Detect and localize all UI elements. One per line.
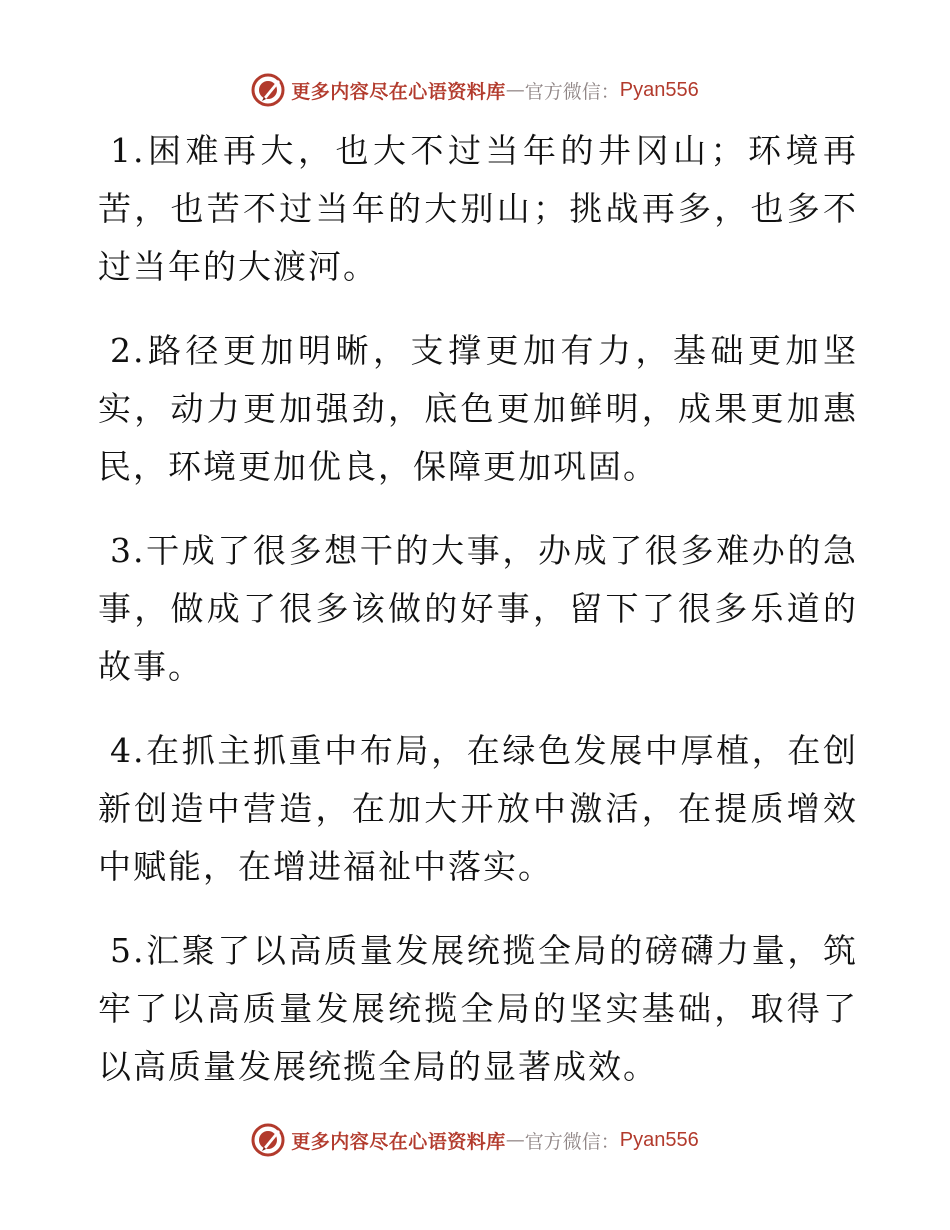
paragraph-number: 2. (110, 331, 146, 370)
pen-logo-icon (251, 1123, 285, 1157)
header-banner (0, 70, 950, 110)
paragraph-4 (98, 722, 858, 896)
paragraph-number: 3. (110, 531, 146, 570)
paragraph-number: 5. (110, 931, 146, 970)
footer-dash: — (505, 1129, 525, 1151)
paragraph-text: 困难再大，也大不过当年的井冈山；环境再苦，也苦不过当年的大别山；挑战再多，也多不过当年的大渡河。 (98, 131, 858, 286)
footer-brand-text: 更多内容尽在心语资料库 (291, 1130, 506, 1153)
paragraph-text: 汇聚了以高质量发展统揽全局的磅礴力量，筑牢了以高质量发展统揽全局的坚实基础，取得了以高质量发展统揽全局的显著成效。 (98, 931, 858, 1086)
paragraph-text: 干成了很多想干的大事，办成了很多难办的急事，做成了很多该做的好事，留下了很多乐道的故事。 (98, 531, 858, 686)
footer-wechat-label: 官方微信： (524, 1130, 620, 1153)
paragraph-2 (98, 322, 858, 496)
document-body (98, 122, 858, 1122)
paragraph-5 (98, 922, 858, 1096)
paragraph-text: 在抓主抓重中布局，在绿色发展中厚植，在创新创造中营造，在加大开放中激活，在提质增效中赋能，在增进福祉中落实。 (98, 731, 858, 886)
header-dash: — (505, 79, 525, 101)
header-brand-text: 更多内容尽在心语资料库 (291, 80, 506, 103)
footer-banner (0, 1120, 950, 1160)
pen-logo-icon (251, 73, 285, 107)
paragraph-number: 4. (110, 731, 146, 770)
paragraph-3 (98, 522, 858, 696)
header-wechat-id: Pyan556 (619, 78, 699, 101)
paragraph-number: 1. (110, 131, 146, 170)
paragraph-1 (98, 122, 858, 296)
paragraph-text: 路径更加明晰，支撑更加有力，基础更加坚实，动力更加强劲，底色更加鲜明，成果更加惠民，环境更加优良，保障更加巩固。 (98, 331, 858, 486)
header-wechat-label: 官方微信： (524, 80, 620, 103)
footer-wechat-id: Pyan556 (619, 1128, 699, 1151)
